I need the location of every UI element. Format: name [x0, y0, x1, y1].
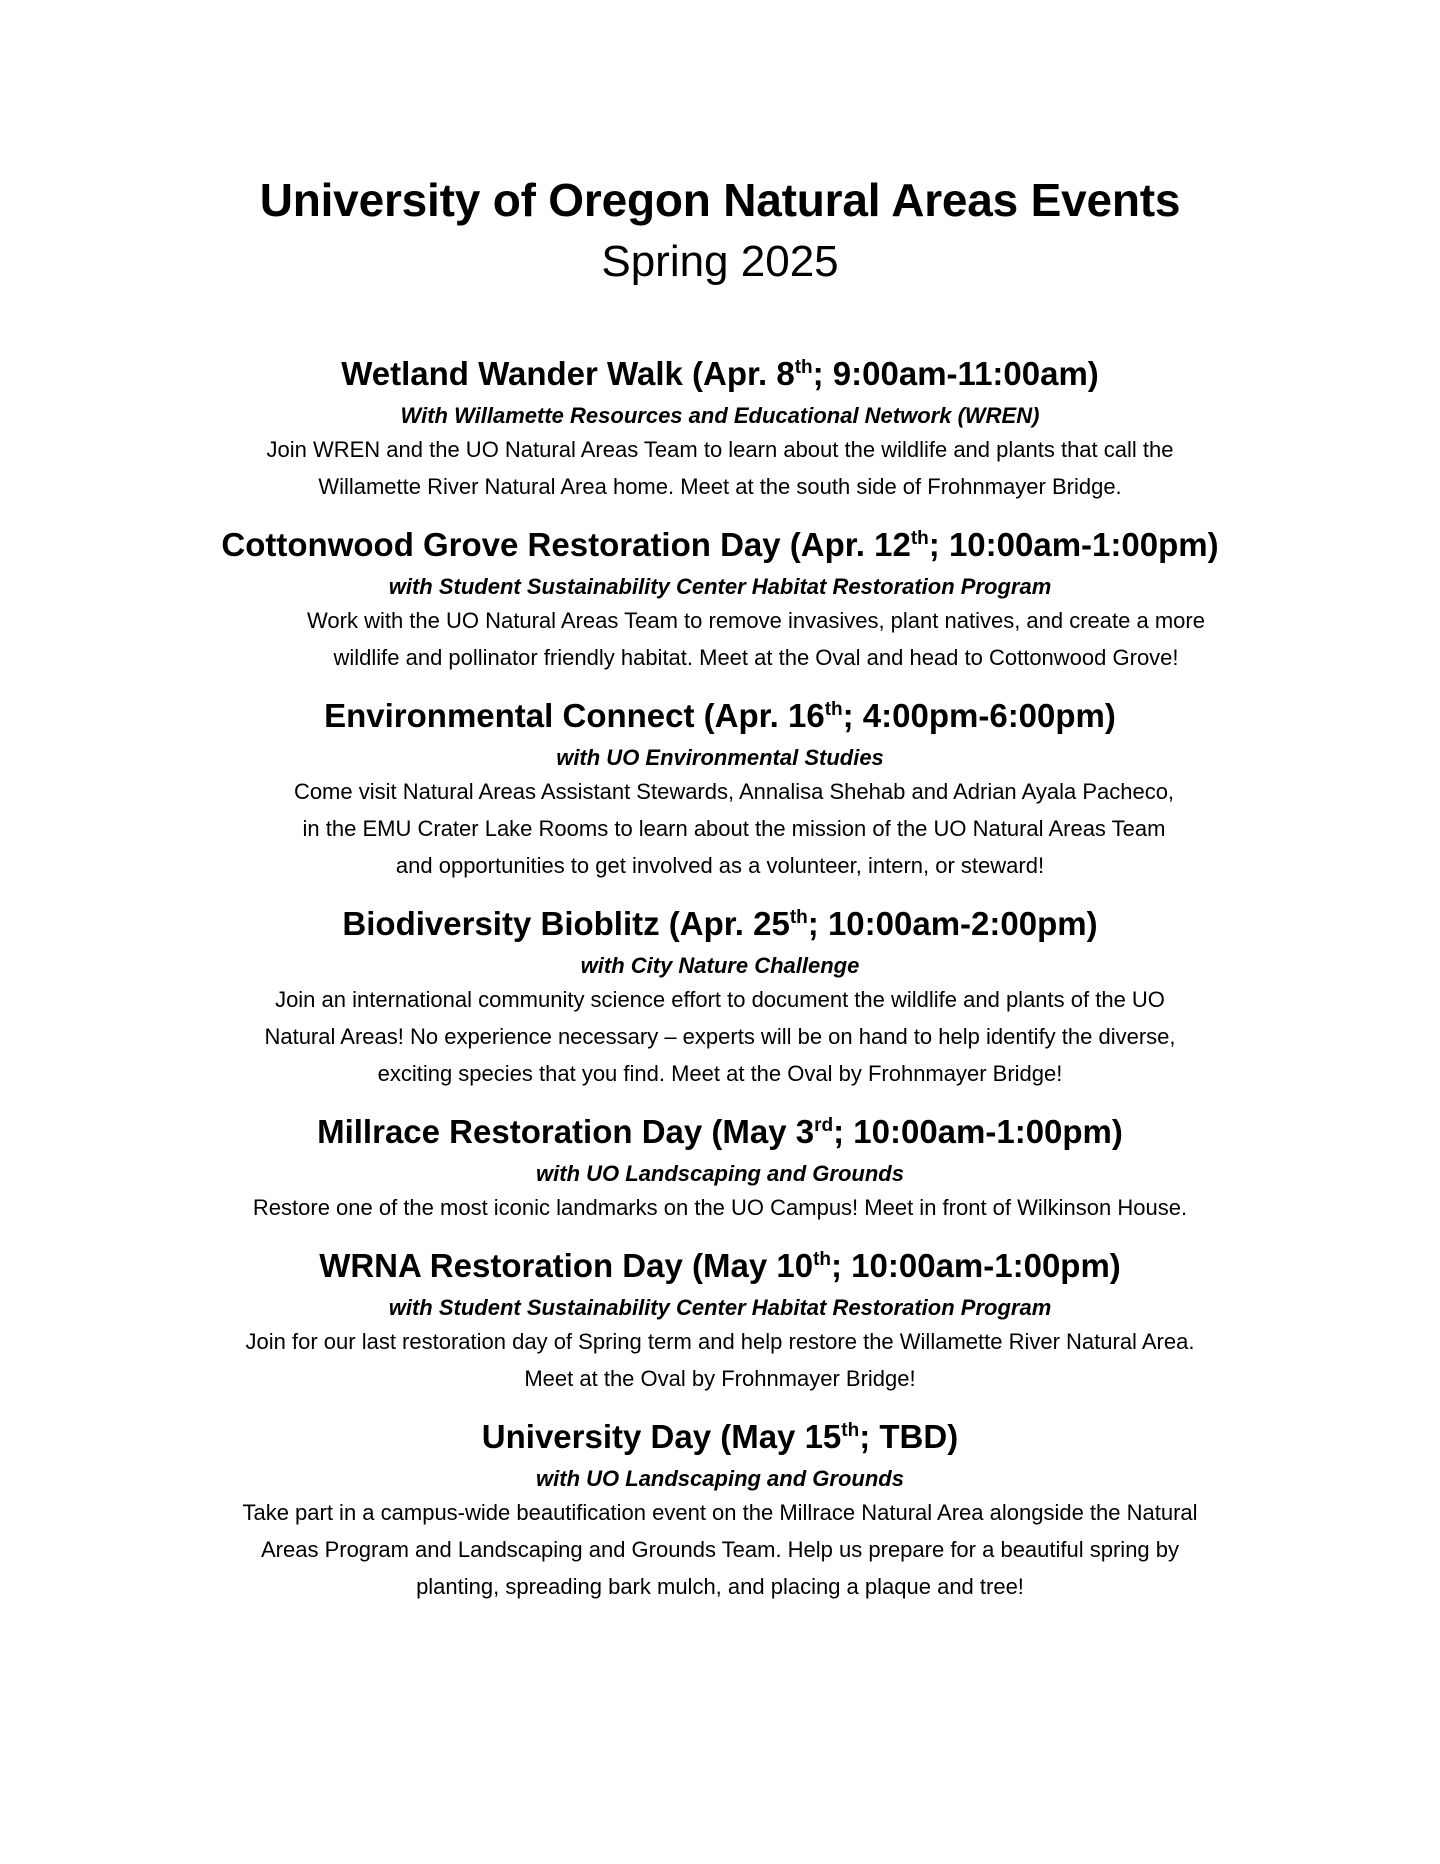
event-title	[0, 694, 1440, 738]
event-description	[0, 773, 1440, 884]
event-time: ; 4:00pm-6:00pm)	[842, 697, 1116, 734]
description-line: Join for our last restoration day of Spring term and help restore the Willamette River Natural Area.	[245, 1329, 1195, 1354]
description-line: Join an international community science effort to document the wildlife and plants of the UO	[275, 987, 1165, 1012]
event-partner: with City Nature Challenge	[580, 953, 860, 978]
event-time: ; 10:00am-1:00pm)	[831, 1247, 1121, 1284]
event-description	[0, 1323, 1440, 1397]
event-description	[0, 602, 1440, 676]
description-line: Meet at the Oval by Frohnmayer Bridge!	[524, 1366, 916, 1391]
event-time: ; 10:00am-1:00pm)	[833, 1113, 1123, 1150]
event-millrace-restoration	[0, 1110, 1440, 1226]
event-title	[0, 1110, 1440, 1154]
event-partner: with UO Landscaping and Grounds	[536, 1161, 904, 1186]
date-ordinal: th	[794, 357, 813, 378]
description-line: Natural Areas! No experience necessary – experts will be on hand to help identify the diverse,	[264, 1024, 1176, 1049]
event-time: ; TBD)	[859, 1418, 959, 1455]
description-line: wildlife and pollinator friendly habitat. Meet at the Oval and head to Cottonwood Grove!	[333, 645, 1179, 670]
date-ordinal: th	[824, 699, 843, 720]
description-line: and opportunities to get involved as a volunteer, intern, or steward!	[395, 853, 1045, 878]
event-title	[0, 902, 1440, 946]
event-partner: with UO Landscaping and Grounds	[536, 1466, 904, 1491]
event-wrna-restoration	[0, 1244, 1440, 1397]
date-ordinal: th	[841, 1420, 860, 1441]
event-title	[0, 1415, 1440, 1459]
event-environmental-connect	[0, 694, 1440, 884]
event-title	[0, 352, 1440, 396]
description-line: Come visit Natural Areas Assistant Stewards, Annalisa Shehab and Adrian Ayala Pacheco,	[293, 779, 1175, 804]
event-title	[0, 1244, 1440, 1288]
date-ordinal: th	[910, 528, 929, 549]
event-description	[0, 1189, 1440, 1226]
event-description	[0, 981, 1440, 1092]
event-name: Wetland Wander Walk (Apr. 8	[341, 355, 795, 392]
description-line: exciting species that you find. Meet at the Oval by Frohnmayer Bridge!	[377, 1061, 1063, 1086]
event-name: University Day (May 15	[481, 1418, 842, 1455]
event-partner: With Willamette Resources and Educational Network (WREN)	[400, 403, 1040, 428]
page-subtitle: Spring 2025	[601, 237, 839, 286]
event-name: Millrace Restoration Day (May 3	[317, 1113, 815, 1150]
description-line: Join WREN and the UO Natural Areas Team to learn about the wildlife and plants that call the	[266, 437, 1174, 462]
description-line: in the EMU Crater Lake Rooms to learn about the mission of the UO Natural Areas Team	[302, 816, 1166, 841]
event-university-day	[0, 1415, 1440, 1605]
event-name: Cottonwood Grove Restoration Day (Apr. 12	[221, 526, 911, 563]
event-name: WRNA Restoration Day (May 10	[319, 1247, 814, 1284]
event-description	[0, 431, 1440, 505]
event-name: Biodiversity Bioblitz (Apr. 25	[342, 905, 790, 942]
event-partner: with UO Environmental Studies	[556, 745, 884, 770]
date-ordinal: th	[813, 1249, 832, 1270]
event-wetland-wander-walk	[0, 352, 1440, 505]
description-line: Restore one of the most iconic landmarks on the UO Campus! Meet in front of Wilkinson House.	[252, 1195, 1188, 1220]
description-line: Take part in a campus-wide beautification event on the Millrace Natural Area alongside the Natural	[242, 1500, 1198, 1525]
event-biodiversity-bioblitz	[0, 902, 1440, 1092]
event-cottonwood-grove-restoration	[0, 523, 1440, 676]
date-ordinal: rd	[814, 1115, 834, 1136]
event-time: ; 9:00am-11:00am)	[812, 355, 1099, 392]
event-time: ; 10:00am-2:00pm)	[807, 905, 1098, 942]
date-ordinal: th	[789, 907, 808, 928]
description-line: Work with the UO Natural Areas Team to remove invasives, plant natives, and create a more	[307, 608, 1205, 633]
event-name: Environmental Connect (Apr. 16	[324, 697, 825, 734]
event-description	[0, 1494, 1440, 1605]
description-line: Areas Program and Landscaping and Grounds Team. Help us prepare for a beautiful spring by	[260, 1537, 1180, 1562]
event-list	[0, 352, 1440, 1605]
event-partner: with Student Sustainability Center Habitat Restoration Program	[388, 574, 1052, 599]
description-line: planting, spreading bark mulch, and placing a plaque and tree!	[416, 1574, 1024, 1599]
event-time: ; 10:00am-1:00pm)	[928, 526, 1219, 563]
event-partner: with Student Sustainability Center Habitat Restoration Program	[388, 1295, 1052, 1320]
event-title	[0, 523, 1440, 567]
description-line: Willamette River Natural Area home. Meet at the south side of Frohnmayer Bridge.	[318, 474, 1122, 499]
page-title: University of Oregon Natural Areas Events	[259, 174, 1181, 226]
